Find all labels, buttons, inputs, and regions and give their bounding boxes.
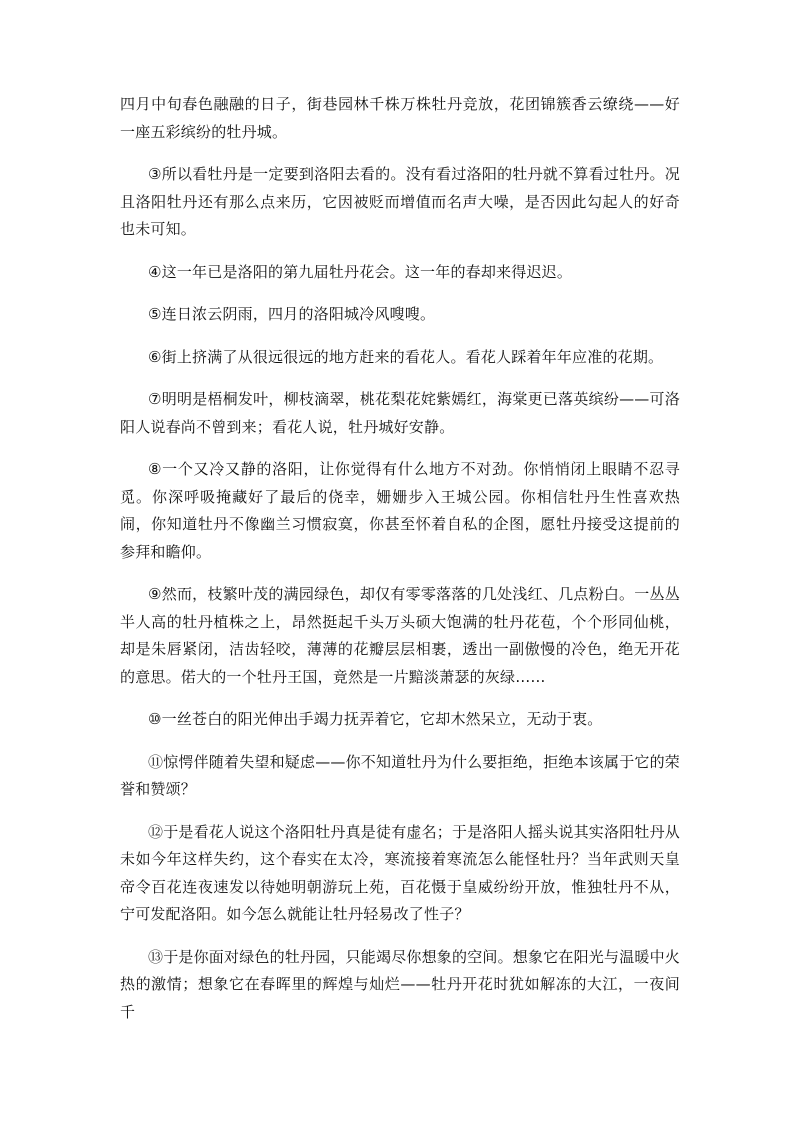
paragraph-10: ⑩一丝苍白的阳光伸出手竭力抚弄着它，它却木然呆立，无动于衷。	[148, 710, 603, 728]
paragraph-6: ⑥街上挤满了从很远很远的地方赶来的看花人。看花人踩着年年应准的花期。	[148, 347, 664, 366]
paragraph-4: ④这一年已是洛阳的第九届牡丹花会。这一年的春却来得迟迟。	[148, 262, 573, 281]
document-page	[120, 91, 680, 1041]
paragraph-9: ⑨然而，枝繁叶茂的满园绿色，却仅有零零落落的几处浅红、几点粉白。一丛丛半人高的牡丹植株之上，昂然挺起千头万头硕大饱满的牡丹花苞，个个形同仙桃，却是朱唇紧闭，洁齿轻咬，薄薄的花瓣层层相裹，透出一副傲慢的冷色，绝无开花的意思。偌大的一个牡丹王国，竟然是一片黯淡萧瑟的灰绿……	[120, 585, 680, 686]
paragraph-13: ⑬于是你面对绿色的牡丹园，只能竭尽你想象的空间。想象它在阳光与温暖中火热的激情；想象它在春晖里的辉煌与灿烂——牡丹开花时犹如解冻的大江，一夜间千	[120, 947, 681, 1021]
paragraph-7: ⑦明明是梧桐发叶，柳枝滴翠，桃花梨花姹紫嫣红，海棠更已落英缤纷——可洛阳人说春尚不曾到来；看花人说，牡丹城好安静。	[120, 390, 680, 436]
paragraph-8: ⑧一个又冷又静的洛阳，让你觉得有什么地方不对劲。你悄悄闭上眼睛不忍寻觅。你深呼吸掩藏好了最后的侥幸，姗姗步入王城公园。你相信牡丹生性喜欢热闹，你知道牡丹不像幽兰习惯寂寞，你甚至怀着自私的企图，愿牡丹接受这提前的参拜和瞻仰。	[120, 460, 680, 561]
paragraph-3: ③所以看牡丹是一定要到洛阳去看的。没有看过洛阳的牡丹就不算看过牡丹。况且洛阳牡丹还有那么点来历，它因被贬而增值而名声大噪，是否因此勾起人的好奇也未可知。	[120, 165, 680, 238]
paragraph-intro: 四月中旬春色融融的日子，街巷园林千株万株牡丹竞放，花团锦簇香云缭绕——好一座五彩缤纷的牡丹城。	[120, 95, 680, 141]
paragraph-12: ⑫于是看花人说这个洛阳牡丹真是徒有虚名；于是洛阳人摇头说其实洛阳牡丹从未如今年这样失约，这个春实在太冷，寒流接着寒流怎么能怪牡丹？当年武则天皇帝令百花连夜速发以待她明朝游玩上苑，百花慑于皇威纷纷开放，惟独牡丹不从，宁可发配洛阳。如今怎么就能让牡丹轻易改了性子？	[120, 822, 681, 923]
paragraph-11: ⑪惊愕伴随着失望和疑虑——你不知道牡丹为什么要拒绝，拒绝本该属于它的荣誉和赞颂？	[120, 752, 681, 798]
paragraph-5: ⑤连日浓云阴雨，四月的洛阳城冷风嗖嗖。	[148, 305, 436, 323]
